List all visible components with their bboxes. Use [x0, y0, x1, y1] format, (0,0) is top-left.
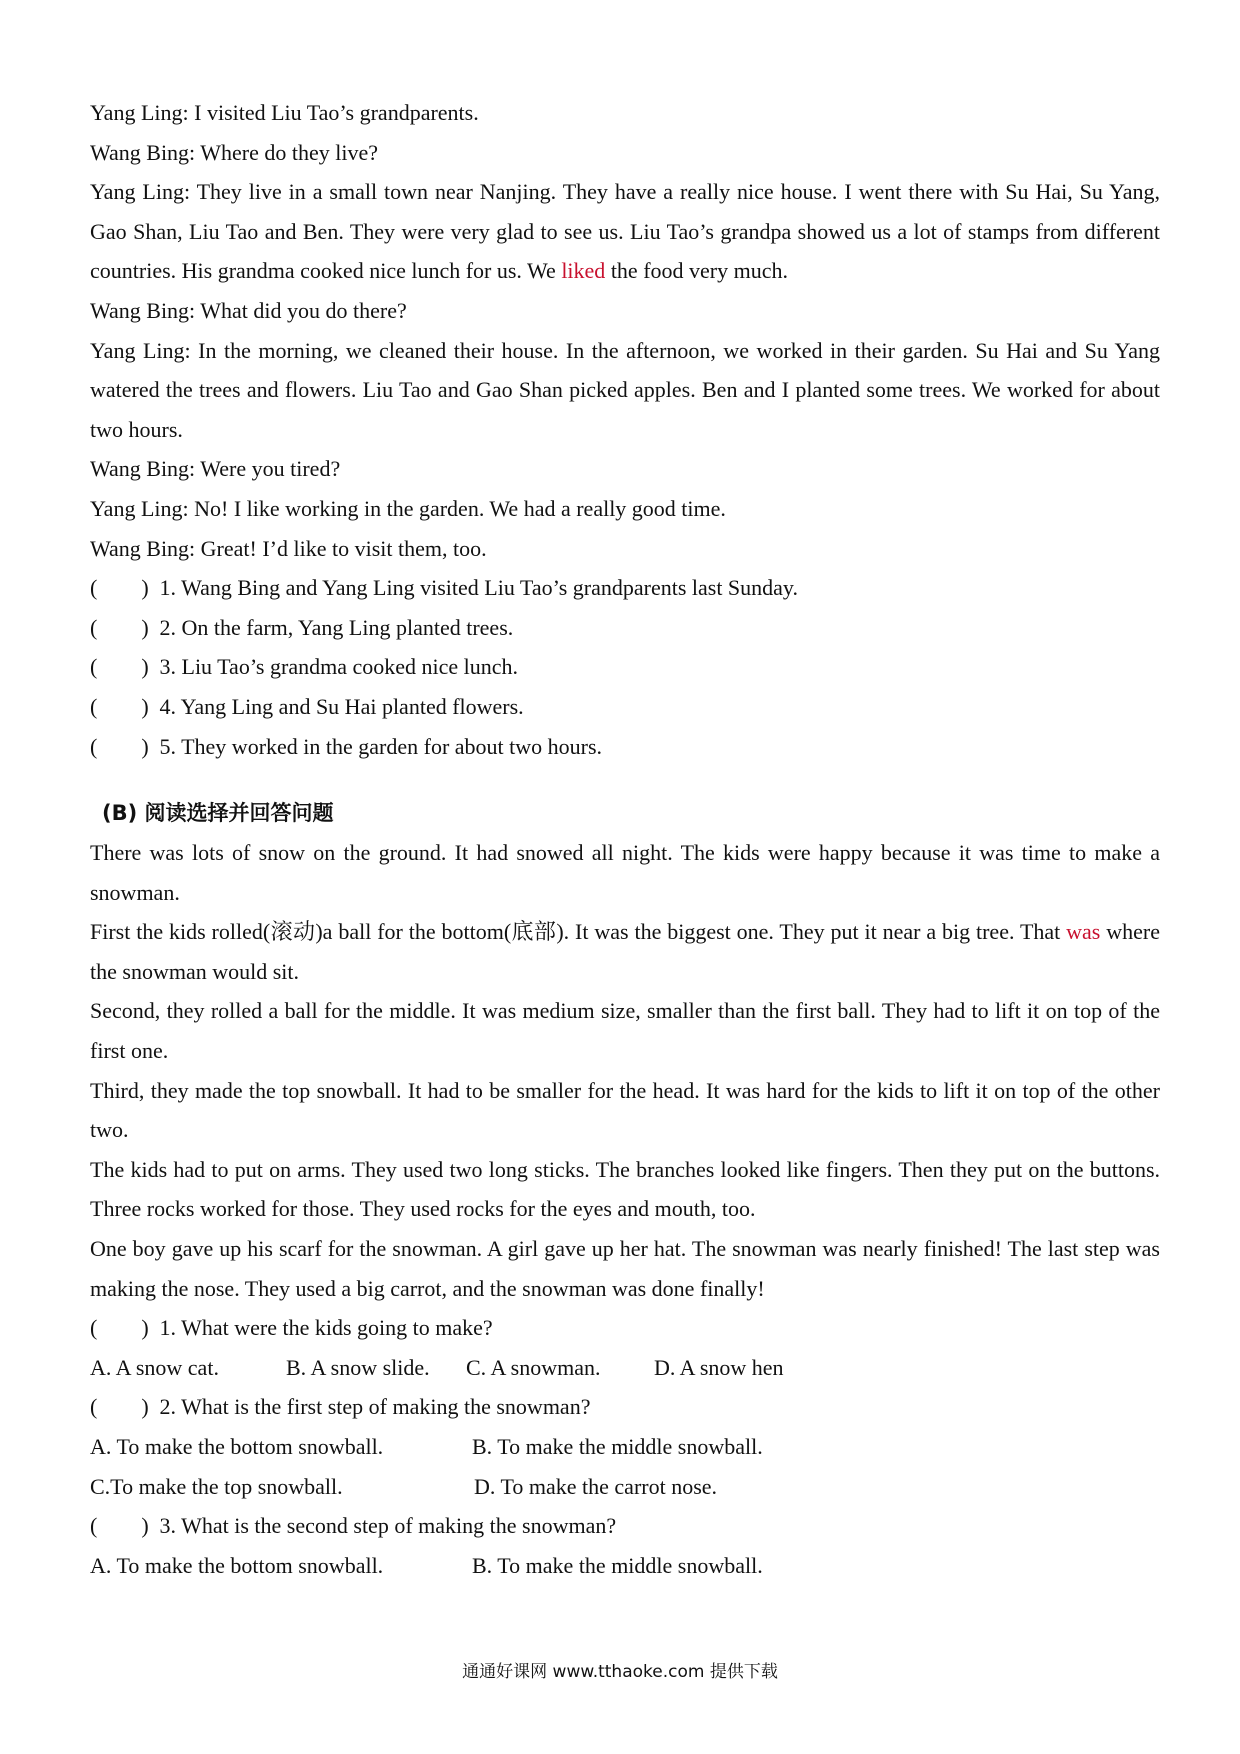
option-row: [90, 1427, 1160, 1467]
passage-paragraph: [90, 1071, 1160, 1150]
paragraph-text: where the snowman would sit.: [90, 919, 1160, 984]
answer-blank[interactable]: ( ): [90, 575, 149, 601]
option[interactable]: B. To make the middle snowball.: [472, 1434, 763, 1459]
line-text: Great! I’d like to visit them, too.: [195, 535, 487, 561]
question-text: 2. What is the first step of making the snowman?: [154, 1394, 591, 1420]
option[interactable]: A. To make the bottom snowball.: [90, 1552, 384, 1578]
line-text: I visited Liu Tao’s grandparents.: [188, 100, 479, 125]
highlighted-word: was: [1066, 919, 1101, 945]
question-text: 1. What were the kids going to make?: [154, 1315, 493, 1341]
question-text: 5. They worked in the garden for about two hours.: [154, 733, 603, 759]
tf-question: [90, 687, 1160, 727]
tf-question: [90, 647, 1160, 687]
answer-blank[interactable]: ( ): [90, 693, 149, 719]
question-text: 1. Wang Bing and Yang Ling visited Liu Tao’s grandparents last Sunday.: [154, 575, 799, 601]
answer-blank[interactable]: ( ): [90, 1513, 149, 1539]
speaker: Yang Ling:: [90, 100, 189, 125]
highlighted-word: liked: [561, 258, 606, 284]
question-text: 4. Yang Ling and Su Hai planted flowers.: [154, 693, 524, 719]
answer-blank[interactable]: ( ): [90, 614, 149, 640]
dialogue-line: [90, 489, 1160, 529]
line-text: Where do they live?: [195, 139, 379, 165]
tf-question: [90, 608, 1160, 648]
option[interactable]: A. A snow cat.: [90, 1354, 219, 1380]
speaker: Wang Bing:: [90, 535, 196, 561]
line-text: In the morning, we cleaned their house. In the afternoon, we worked in their garden. Su Hai and Su Yang watered the trees and flowers. Liu Tao and Gao Shan picked apples. Ben and I planted some trees. We worked for about two hours.: [90, 337, 1160, 442]
option-row: [90, 1348, 1160, 1388]
dialogue-line: [90, 449, 1160, 489]
line-text: the food very much.: [605, 258, 788, 284]
page-footer: 通通好课网 www.tthaoke.com 提供下载: [462, 1662, 778, 1682]
section-title: (B) 阅读选择并回答问题: [102, 801, 334, 826]
dialogue-line: [90, 93, 1160, 133]
tf-question: [90, 727, 1160, 767]
paragraph-text: The kids had to put on arms. They used two long sticks. The branches looked like fingers. Then they put on the buttons. Three rocks worked for those. They used rocks for the eyes and mouth, too.: [90, 1156, 1160, 1222]
dialogue-line: [90, 172, 1160, 291]
line-text: Were you tired?: [195, 456, 341, 482]
speaker: Yang Ling:: [90, 495, 189, 521]
option[interactable]: D. To make the carrot nose.: [474, 1473, 718, 1499]
option[interactable]: D. A snow hen: [654, 1354, 784, 1380]
option[interactable]: A. To make the bottom snowball.: [90, 1434, 384, 1459]
passage-paragraph: [90, 912, 1160, 991]
passage-paragraph: [90, 991, 1160, 1070]
paragraph-text: One boy gave up his scarf for the snowman. A girl gave up her hat. The snowman was nearly finished! The last step was making the nose. They used a big carrot, and the snowman was done finally!: [90, 1236, 1160, 1301]
line-text: No! I like working in the garden. We had a really good time.: [188, 495, 726, 521]
dialogue-line: [90, 331, 1160, 450]
option[interactable]: B. To make the middle snowball.: [472, 1552, 763, 1578]
speaker: Yang Ling:: [90, 337, 191, 363]
speaker: Wang Bing:: [90, 456, 196, 482]
paragraph-text: First the kids rolled(滚动)a ball for the bottom(底部). It was the biggest one. They put it near a big tree. That: [90, 919, 1067, 945]
speaker: Yang Ling:: [90, 179, 191, 205]
question-text: 3. What is the second step of making the snowman?: [154, 1513, 617, 1539]
mc-question: [90, 1387, 1160, 1427]
option[interactable]: B. A snow slide.: [286, 1354, 430, 1380]
option[interactable]: C.To make the top snowball.: [90, 1473, 343, 1499]
paragraph-text: Second, they rolled a ball for the middle. It was medium size, smaller than the first ball. They had to lift it on top of the first one.: [90, 998, 1160, 1064]
speaker: Wang Bing:: [90, 139, 196, 165]
question-text: 2. On the farm, Yang Ling planted trees.: [154, 614, 514, 640]
dialogue-line: [90, 529, 1160, 569]
answer-blank[interactable]: ( ): [90, 654, 149, 680]
document-page: [90, 93, 1160, 1585]
passage-paragraph: [90, 1229, 1160, 1308]
tf-question: [90, 568, 1160, 608]
option-row: [90, 1467, 1160, 1507]
passage-paragraph: [90, 833, 1160, 912]
question-text: 3. Liu Tao’s grandma cooked nice lunch.: [154, 654, 519, 680]
answer-blank[interactable]: ( ): [90, 1315, 149, 1341]
dialogue-line: [90, 133, 1160, 173]
dialogue-line: [90, 291, 1160, 331]
line-text: They live in a small town near Nanjing. They have a really nice house. I went there with Su Hai, Su Yang, Gao Shan, Liu Tao and Ben. They were very glad to see us. Liu Tao’s grandpa showed us a lot of stamps from different countries. His grandma cooked nice lunch for us. We: [90, 179, 1160, 284]
answer-blank[interactable]: ( ): [90, 733, 149, 759]
answer-blank[interactable]: ( ): [90, 1394, 149, 1420]
passage-paragraph: [90, 1150, 1160, 1229]
paragraph-text: Third, they made the top snowball. It had to be smaller for the head. It was hard for the kids to lift it on top of the other two.: [90, 1077, 1160, 1143]
speaker: Wang Bing:: [90, 297, 196, 323]
line-text: What did you do there?: [195, 297, 407, 323]
paragraph-text: There was lots of snow on the ground. It had snowed all night. The kids were happy because it was time to make a snowman.: [90, 840, 1160, 905]
option-row: [90, 1546, 1160, 1586]
mc-question: [90, 1308, 1160, 1348]
mc-question: [90, 1506, 1160, 1546]
option[interactable]: C. A snowman.: [466, 1354, 601, 1380]
